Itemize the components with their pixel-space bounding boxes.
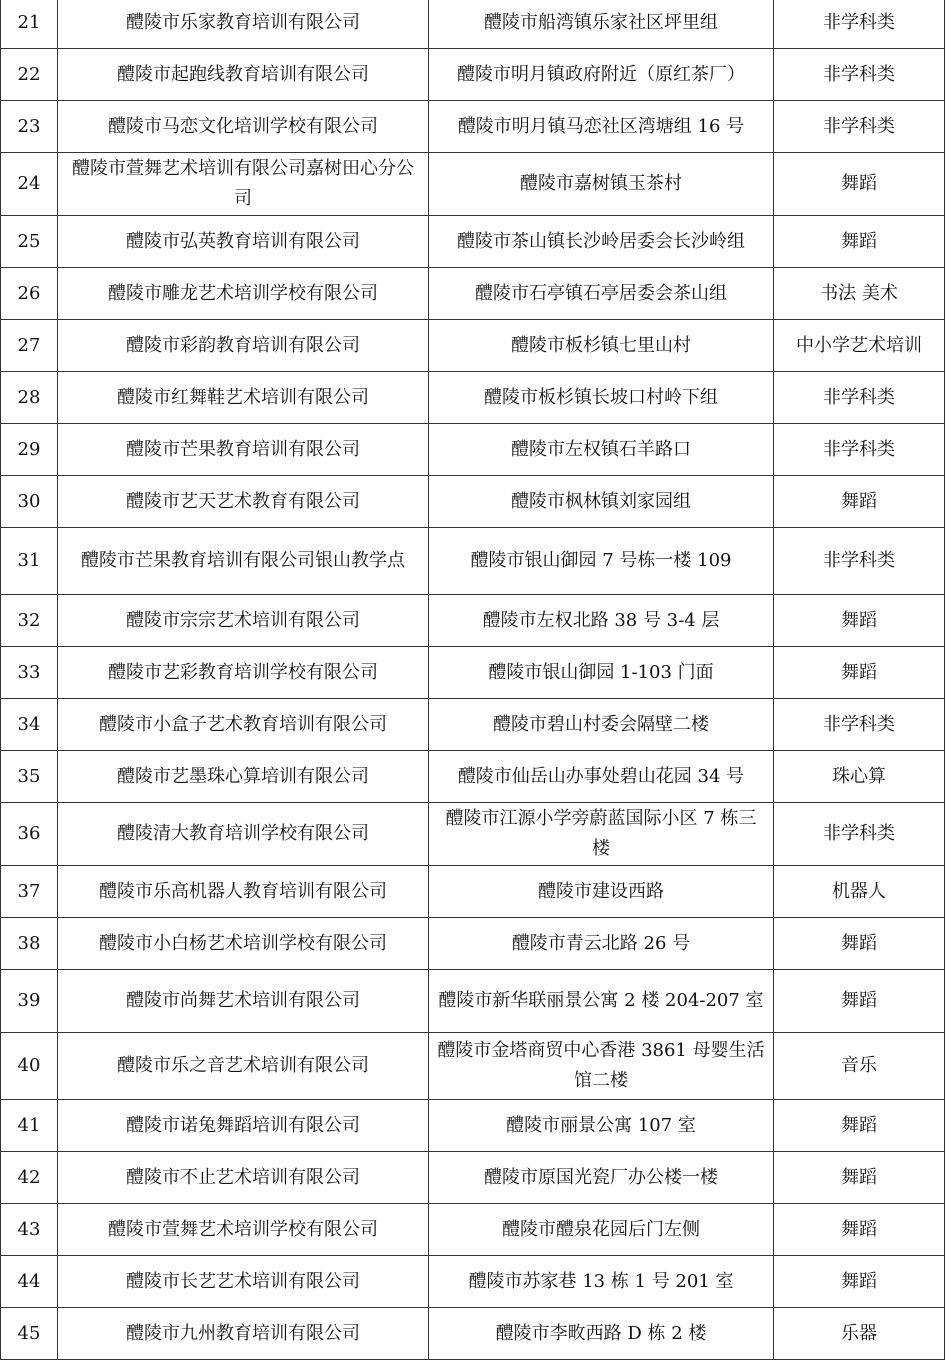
row-number: 43 xyxy=(1,1204,58,1256)
row-number: 36 xyxy=(1,803,58,866)
table-row xyxy=(1,424,945,476)
training-category: 书法 美术 xyxy=(774,268,945,320)
table-row xyxy=(1,153,945,216)
institution-address: 醴陵市枫林镇刘家园组 xyxy=(429,476,774,528)
table-row xyxy=(1,1100,945,1152)
training-category: 舞蹈 xyxy=(774,216,945,268)
table-row xyxy=(1,268,945,320)
training-category: 非学科类 xyxy=(774,372,945,424)
institution-name: 醴陵市九州教育培训有限公司 xyxy=(58,1308,429,1360)
institution-name: 醴陵市艺天艺术教育有限公司 xyxy=(58,476,429,528)
table-body xyxy=(1,0,945,1360)
institution-address: 醴陵市原国光瓷厂办公楼一楼 xyxy=(429,1152,774,1204)
row-number: 34 xyxy=(1,699,58,751)
row-number: 31 xyxy=(1,528,58,595)
table-row xyxy=(1,1152,945,1204)
table-row xyxy=(1,0,945,49)
row-number: 42 xyxy=(1,1152,58,1204)
institution-name: 醴陵市红舞鞋艺术培训有限公司 xyxy=(58,372,429,424)
training-category: 非学科类 xyxy=(774,803,945,866)
row-number: 28 xyxy=(1,372,58,424)
institution-address: 醴陵市金塔商贸中心香港 3861 母婴生活馆二楼 xyxy=(429,1033,774,1100)
institution-name: 醴陵市起跑线教育培训有限公司 xyxy=(58,49,429,101)
training-category: 舞蹈 xyxy=(774,1256,945,1308)
institution-name: 醴陵市彩韵教育培训有限公司 xyxy=(58,320,429,372)
institution-address: 醴陵市碧山村委会隔壁二楼 xyxy=(429,699,774,751)
institution-name: 醴陵市乐家教育培训有限公司 xyxy=(58,0,429,49)
institution-name: 醴陵市弘英教育培训有限公司 xyxy=(58,216,429,268)
training-category: 舞蹈 xyxy=(774,476,945,528)
institution-name: 醴陵市艺墨珠心算培训有限公司 xyxy=(58,751,429,803)
institution-name: 醴陵市尚舞艺术培训有限公司 xyxy=(58,970,429,1033)
training-category: 舞蹈 xyxy=(774,970,945,1033)
row-number: 22 xyxy=(1,49,58,101)
institution-address: 醴陵市嘉树镇玉茶村 xyxy=(429,153,774,216)
table-row xyxy=(1,803,945,866)
training-category: 非学科类 xyxy=(774,699,945,751)
table-row xyxy=(1,1256,945,1308)
row-number: 24 xyxy=(1,153,58,216)
institution-address: 醴陵市板杉镇七里山村 xyxy=(429,320,774,372)
table-row xyxy=(1,866,945,918)
institution-address: 醴陵市苏家巷 13 栋 1 号 201 室 xyxy=(429,1256,774,1308)
training-category: 舞蹈 xyxy=(774,595,945,647)
institution-address: 醴陵市丽景公寓 107 室 xyxy=(429,1100,774,1152)
institution-address: 醴陵市明月镇马恋社区湾塘组 16 号 xyxy=(429,101,774,153)
institution-address: 醴陵市醴泉花园后门左侧 xyxy=(429,1204,774,1256)
table-row xyxy=(1,1204,945,1256)
institution-name: 醴陵市艺彩教育培训学校有限公司 xyxy=(58,647,429,699)
row-number: 45 xyxy=(1,1308,58,1360)
table-row xyxy=(1,49,945,101)
row-number: 25 xyxy=(1,216,58,268)
row-number: 44 xyxy=(1,1256,58,1308)
institution-name: 醴陵市乐高机器人教育培训有限公司 xyxy=(58,866,429,918)
training-category: 机器人 xyxy=(774,866,945,918)
row-number: 33 xyxy=(1,647,58,699)
row-number: 26 xyxy=(1,268,58,320)
institution-address: 醴陵市左权北路 38 号 3-4 层 xyxy=(429,595,774,647)
training-category: 非学科类 xyxy=(774,0,945,49)
row-number: 27 xyxy=(1,320,58,372)
institution-address: 醴陵市新华联丽景公寓 2 楼 204-207 室 xyxy=(429,970,774,1033)
institution-name: 醴陵市小白杨艺术培训学校有限公司 xyxy=(58,918,429,970)
training-category: 非学科类 xyxy=(774,424,945,476)
row-number: 41 xyxy=(1,1100,58,1152)
institution-address: 醴陵市仙岳山办事处碧山花园 34 号 xyxy=(429,751,774,803)
row-number: 37 xyxy=(1,866,58,918)
row-number: 32 xyxy=(1,595,58,647)
institution-name: 醴陵市萱舞艺术培训学校有限公司 xyxy=(58,1204,429,1256)
training-category: 舞蹈 xyxy=(774,647,945,699)
training-category: 珠心算 xyxy=(774,751,945,803)
institution-name: 醴陵市乐之音艺术培训有限公司 xyxy=(58,1033,429,1100)
institution-name: 醴陵市诺兔舞蹈培训有限公司 xyxy=(58,1100,429,1152)
table-row xyxy=(1,918,945,970)
institution-address: 醴陵市建设西路 xyxy=(429,866,774,918)
institution-name: 醴陵市芒果教育培训有限公司银山教学点 xyxy=(58,528,429,595)
row-number: 30 xyxy=(1,476,58,528)
institution-name: 醴陵市不止艺术培训有限公司 xyxy=(58,1152,429,1204)
table-row xyxy=(1,320,945,372)
institution-address: 醴陵市李畋西路 D 栋 2 楼 xyxy=(429,1308,774,1360)
institution-name: 醴陵市雕龙艺术培训学校有限公司 xyxy=(58,268,429,320)
training-category: 舞蹈 xyxy=(774,1204,945,1256)
training-category: 非学科类 xyxy=(774,528,945,595)
table-row xyxy=(1,647,945,699)
institution-name: 醴陵市小盒子艺术教育培训有限公司 xyxy=(58,699,429,751)
table-row xyxy=(1,699,945,751)
institution-address: 醴陵市银山御园 1-103 门面 xyxy=(429,647,774,699)
institution-address: 醴陵市茶山镇长沙岭居委会长沙岭组 xyxy=(429,216,774,268)
institution-name: 醴陵市芒果教育培训有限公司 xyxy=(58,424,429,476)
table-row xyxy=(1,372,945,424)
table-row xyxy=(1,476,945,528)
institution-address: 醴陵市银山御园 7 号栋一楼 109 xyxy=(429,528,774,595)
institution-name: 醴陵市萱舞艺术培训有限公司嘉树田心分公司 xyxy=(58,153,429,216)
institution-address: 醴陵市江源小学旁蔚蓝国际小区 7 栋三楼 xyxy=(429,803,774,866)
table-row xyxy=(1,1033,945,1100)
row-number: 21 xyxy=(1,0,58,49)
training-category: 舞蹈 xyxy=(774,918,945,970)
training-category: 乐器 xyxy=(774,1308,945,1360)
table-row xyxy=(1,1308,945,1360)
table-row xyxy=(1,970,945,1033)
training-category: 音乐 xyxy=(774,1033,945,1100)
row-number: 38 xyxy=(1,918,58,970)
training-category: 舞蹈 xyxy=(774,1100,945,1152)
institution-address: 醴陵市青云北路 26 号 xyxy=(429,918,774,970)
training-category: 非学科类 xyxy=(774,101,945,153)
institution-address: 醴陵市船湾镇乐家社区坪里组 xyxy=(429,0,774,49)
institution-address: 醴陵市明月镇政府附近（原红茶厂） xyxy=(429,49,774,101)
row-number: 29 xyxy=(1,424,58,476)
institution-name: 醴陵清大教育培训学校有限公司 xyxy=(58,803,429,866)
institution-address: 醴陵市板杉镇长坡口村岭下组 xyxy=(429,372,774,424)
table-row xyxy=(1,216,945,268)
row-number: 39 xyxy=(1,970,58,1033)
table-row xyxy=(1,751,945,803)
table-row xyxy=(1,101,945,153)
training-category: 非学科类 xyxy=(774,49,945,101)
institution-name: 醴陵市长艺艺术培训有限公司 xyxy=(58,1256,429,1308)
training-category: 舞蹈 xyxy=(774,153,945,216)
row-number: 35 xyxy=(1,751,58,803)
row-number: 40 xyxy=(1,1033,58,1100)
institution-address: 醴陵市石亭镇石亭居委会茶山组 xyxy=(429,268,774,320)
institution-name: 醴陵市宗宗艺术培训有限公司 xyxy=(58,595,429,647)
institution-name: 醴陵市马恋文化培训学校有限公司 xyxy=(58,101,429,153)
training-category: 舞蹈 xyxy=(774,1152,945,1204)
table-row xyxy=(1,528,945,595)
institution-address: 醴陵市左权镇石羊路口 xyxy=(429,424,774,476)
table-row xyxy=(1,595,945,647)
training-category: 中小学艺术培训 xyxy=(774,320,945,372)
row-number: 23 xyxy=(1,101,58,153)
